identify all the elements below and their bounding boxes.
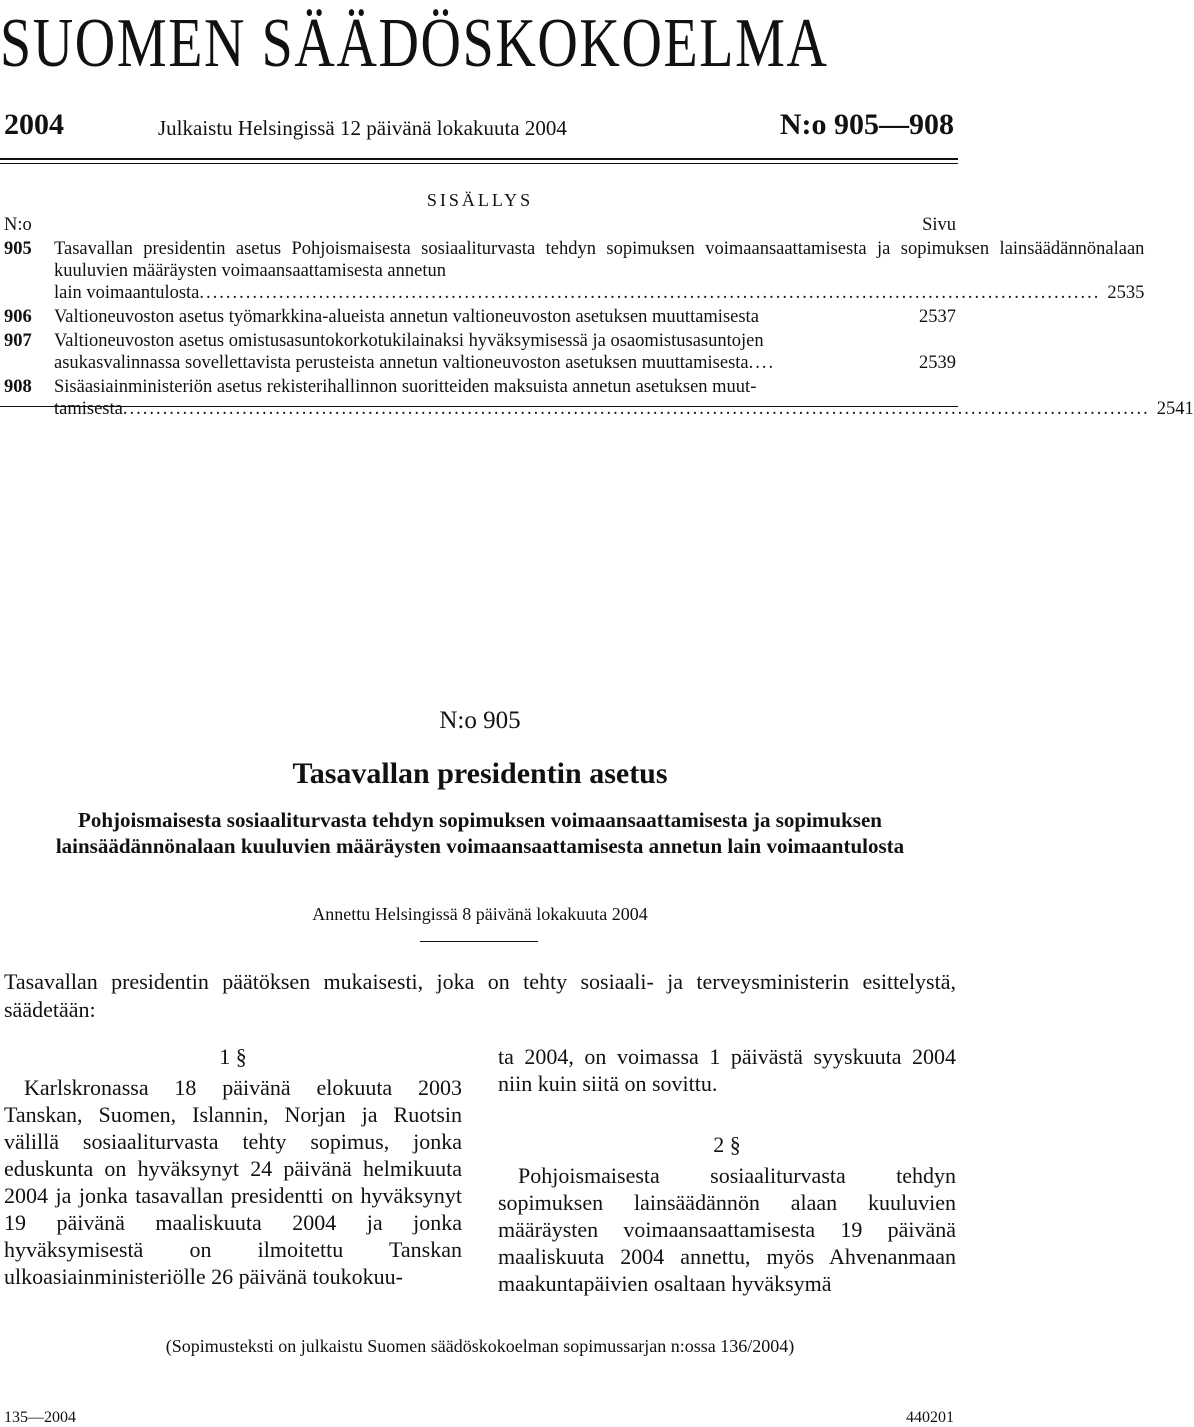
- header-rule-thin: [0, 163, 958, 164]
- toc-entry-text-end: asukasvalinnassa sovellettavista perusteista annetun valtioneuvoston asetuksen muuttamisesta: [54, 353, 749, 373]
- preamble: Tasavallan presidentin päätöksen mukaisesti, joka on tehty sosiaali- ja terveysministerin esittelystä, säädetään:: [4, 969, 956, 1022]
- toc-entry[interactable]: [4, 330, 956, 374]
- toc-entry-page: 2539: [919, 353, 956, 373]
- section-text: Karlskronassa 18 päivänä elokuuta 2003 Tanskan, Suomen, Islannin, Norjan ja Ruotsin välillä sosiaaliturvasta tehty sopimus, jonka eduskunta on hyväksynyt 24 päivänä helmikuuta 2004 ja jonka tasavallan presidentti on hyväksynyt 19 päivänä maaliskuuta 2004 ja jonka hyväksymisestä on ilmoitettu Tanskan ulkoasiainministeriölle 26 päivänä toukokuu-: [4, 1075, 462, 1289]
- toc-title: SISÄLLYS: [426, 190, 534, 210]
- issue-year: 2004: [4, 108, 64, 141]
- column-left: [4, 1043, 462, 1290]
- toc-entry-text: Valtioneuvoston asetus omistusasuntokorkotukilainaksi hyväksymisessä ja osaomistusasuntojen: [54, 331, 764, 351]
- given-date: Annettu Helsingissä 8 päivänä lokakuuta 2004: [312, 904, 648, 924]
- toc-rule: [0, 406, 958, 407]
- toc-col-page: Sivu: [922, 215, 956, 235]
- toc-entry[interactable]: [4, 238, 1145, 304]
- toc-entry-page: 2541: [1156, 399, 1194, 419]
- toc-entry-text: Sisäasiainministeriön asetus rekisterihallinnon suoritteiden maksuista annetun asetuksen muut-: [54, 377, 757, 397]
- toc-entry-number: 907: [4, 331, 32, 351]
- toc-entry-text: Tasavallan presidentin asetus Pohjoismaisesta sosiaaliturvasta tehdyn sopimuksen voimaansaattamisesta ja sopimuksen lainsäädännönalaan kuuluvien määräysten voimaansaattamisesta annetun: [54, 239, 1145, 281]
- toc-entry-text-end: tamisesta: [54, 399, 123, 419]
- leader-dots: ........................................................................................................................................: [199, 283, 1101, 303]
- toc-column-headers: [4, 214, 956, 236]
- toc-entry-number: 906: [4, 307, 32, 327]
- act-subtitle: Pohjoismaisesta sosiaaliturvasta tehdyn sopimuksen voimaansaattamisesta ja sopimuksen lainsäädännönalaan kuuluvien määräysten voimaansaattamisesta annetun lain voimaantulosta: [55, 808, 905, 858]
- footnote: (Sopimusteksti on julkaistu Suomen säädöskokoelman sopimussarjan n:ossa 136/2004): [165, 1336, 795, 1356]
- separator-rule: [420, 941, 538, 942]
- toc-entry-text: Valtioneuvoston asetus työmarkkina-alueista annetun valtioneuvoston asetuksen muuttamisesta: [54, 307, 759, 327]
- act-number: N:o 905: [439, 707, 521, 734]
- toc-entry[interactable]: [4, 306, 956, 328]
- toc-entry[interactable]: [4, 376, 1194, 420]
- toc-entry-number: 905: [4, 239, 32, 259]
- section-heading: 2 §: [713, 1132, 741, 1157]
- section-text: Pohjoismaisesta sosiaaliturvasta tehdyn sopimuksen lainsäädännön alaan kuuluvien määräysten voimaansaattamisesta 19 päivänä maaliskuuta 2004 annettu, myös Ahvenanmaan maakuntapäivien osaltaan hyväksymä: [498, 1163, 956, 1296]
- issue-numbers: N:o 905—908: [779, 108, 954, 141]
- toc-col-number: N:o: [4, 215, 32, 235]
- toc-entry-page: 2535: [1107, 283, 1145, 303]
- toc-entry-page: 2537: [919, 307, 956, 327]
- column-right: [498, 1043, 956, 1297]
- leader-dots: ....: [748, 353, 776, 373]
- publication-date: Julkaistu Helsingissä 12 päivänä lokakuuta 2004: [158, 116, 567, 140]
- section-text-continued: ta 2004, on voimassa 1 päivästä syyskuuta 2004 niin kuin siitä on sovittu.: [498, 1044, 956, 1096]
- masthead-title: SUOMEN SÄÄDÖSKOKOELMA: [0, 5, 829, 82]
- footer-left-code: 135—2004: [4, 1409, 76, 1426]
- leader-dots: ...........................................................................................................................................................: [122, 399, 1150, 419]
- footer-right-code: 440201: [906, 1409, 954, 1426]
- toc-entry-text-end: lain voimaantulosta: [54, 283, 200, 303]
- header-rule: [0, 158, 958, 160]
- table-of-contents: [4, 214, 1194, 420]
- section-heading: 1 §: [219, 1044, 247, 1069]
- act-title: Tasavallan presidentin asetus: [292, 757, 668, 790]
- toc-entry-number: 908: [4, 377, 32, 397]
